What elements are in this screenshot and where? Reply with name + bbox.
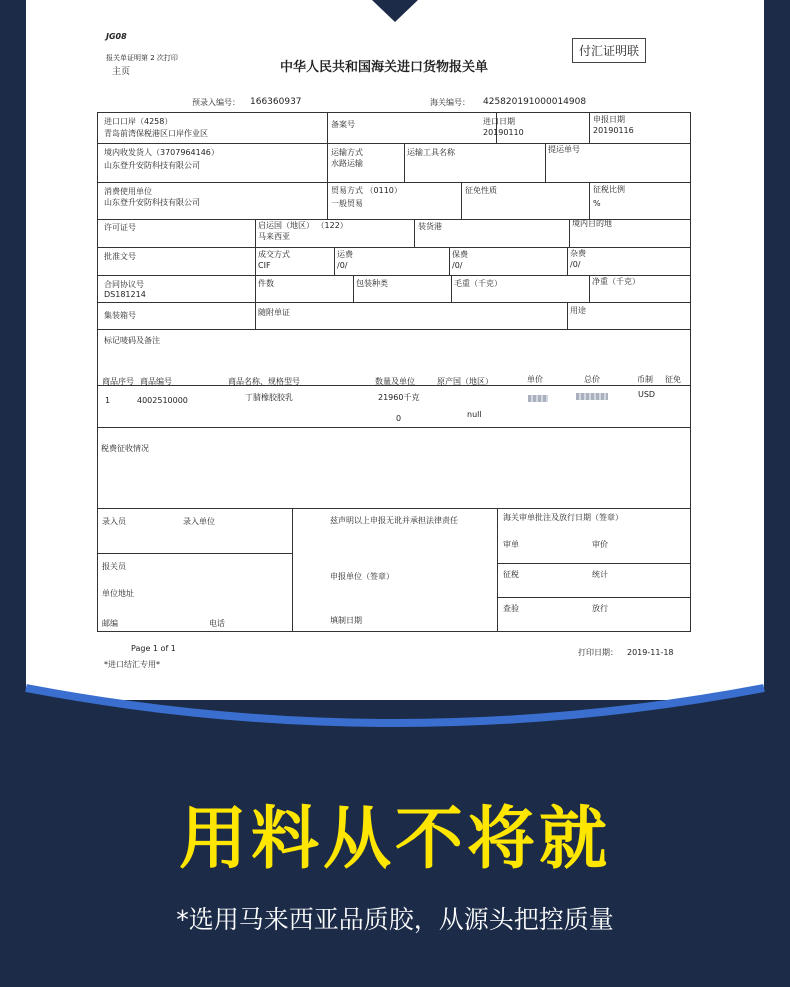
customs-approval-label: 海关审单批注及放行日期（签章） — [503, 513, 623, 522]
unit-address-label: 单位地址 — [102, 589, 134, 598]
contract-label: 合同协议号 — [104, 280, 144, 289]
tax-ratio-value: % — [593, 199, 601, 208]
trade-mode-label: 贸易方式 （0110） — [331, 186, 402, 195]
goods-total-header: 总价 — [584, 375, 600, 384]
origin-country-label: 启运国（地区） （122） — [258, 221, 348, 230]
fill-date-label: 填制日期 — [330, 616, 362, 625]
col-line — [327, 182, 328, 219]
insurance-value: /0/ — [452, 261, 463, 270]
postcode-label: 邮编 — [102, 619, 118, 628]
loading-port-label: 装货港 — [418, 222, 442, 231]
deal-mode-label: 成交方式 — [258, 250, 290, 259]
row-line — [97, 329, 691, 330]
bill-label: 提运单号 — [548, 145, 580, 154]
col-line — [292, 508, 293, 632]
goods-code-header: 商品编号 — [140, 377, 172, 386]
port-value: 青岛前湾保税港区口岸作业区 — [104, 129, 208, 138]
goods-row-name: 丁腈橡胶胶乳 — [245, 393, 293, 402]
special-note: *进口结汇专用* — [104, 660, 160, 669]
net-weight-label: 净重（千克） — [592, 277, 640, 286]
row-line — [97, 275, 691, 276]
consumer-value: 山东登升安防科技有限公司 — [104, 198, 200, 207]
row-line — [97, 143, 691, 144]
record-label: 备案号 — [331, 120, 355, 129]
customs-no-value: 425820191000014908 — [483, 97, 587, 107]
release-label: 放行 — [592, 604, 608, 613]
home-label: 主页 — [112, 67, 131, 77]
freight-label: 运费 — [337, 250, 353, 259]
goods-row-code: 4002510000 — [137, 396, 188, 405]
col-line — [334, 247, 335, 275]
row-line — [497, 597, 691, 598]
redacted-total-price — [576, 393, 608, 400]
import-date-value: 20190110 — [483, 128, 524, 137]
entry-clerk-label: 录入员 — [102, 517, 126, 526]
misc-value: /0/ — [570, 260, 581, 269]
pre-entry-label: 预录入编号： — [192, 98, 240, 107]
consumer-label: 消费使用单位 — [104, 187, 152, 196]
tax-ratio-label: 征税比例 — [593, 185, 625, 194]
col-line — [569, 219, 570, 247]
payment-proof-stamp: 付汇证明联 — [572, 38, 646, 63]
inspect-label: 查验 — [503, 604, 519, 613]
goods-row-currency: USD — [638, 390, 656, 399]
col-line — [589, 182, 590, 219]
col-line — [497, 508, 498, 632]
headline: 用料从不将就 — [178, 800, 611, 879]
entry-unit-label: 录入单位 — [183, 517, 215, 526]
col-line — [567, 302, 568, 329]
row-line — [97, 508, 691, 509]
page-info: Page 1 of 1 — [131, 644, 176, 653]
col-line — [451, 275, 452, 302]
declaration-statement: 兹声明以上申报无讹并承担法律责任 — [330, 516, 458, 525]
gross-weight-label: 毛重（千克） — [454, 279, 502, 288]
goods-levy-header: 征免 — [665, 375, 681, 384]
pre-entry-value: 166360937 — [250, 97, 302, 107]
col-line — [255, 302, 256, 329]
exemption-label: 征免性质 — [465, 186, 497, 195]
form-title: 中华人民共和国海关进口货物报关单 — [280, 60, 489, 75]
docs-label: 随附单证 — [258, 308, 290, 317]
insurance-label: 保费 — [452, 250, 468, 259]
col-line — [449, 247, 450, 275]
package-label: 包装种类 — [356, 279, 388, 288]
col-line — [404, 143, 405, 182]
pieces-label: 件数 — [258, 279, 274, 288]
marks-label: 标记唛码及备注 — [104, 336, 160, 345]
declare-date-value: 20190116 — [593, 126, 634, 135]
row-line — [97, 302, 691, 303]
row-line — [97, 247, 691, 248]
col-line — [327, 112, 328, 143]
goods-origin-header: 原产国（地区） — [437, 377, 493, 386]
print-date-value: 2019-11-18 — [627, 648, 674, 657]
goods-qty-header: 数量及单位 — [375, 377, 415, 386]
row-line — [97, 427, 691, 428]
customs-no-label: 海关编号： — [430, 98, 470, 107]
import-date-label: 进口日期 — [483, 117, 515, 126]
goods-seq-header: 商品序号 — [102, 377, 134, 386]
col-line — [589, 112, 590, 143]
container-label: 集装箱号 — [104, 311, 136, 320]
freight-value: /0/ — [337, 261, 348, 270]
col-line — [255, 247, 256, 275]
goods-row-origin: null — [467, 410, 482, 419]
row-line — [97, 553, 292, 554]
declare-date-label: 申报日期 — [593, 115, 625, 124]
trade-mode-value: 一般贸易 — [331, 199, 363, 208]
goods-row-qty-2: 0 — [396, 414, 402, 423]
col-line — [255, 219, 256, 247]
tax-label: 税费征收情况 — [101, 444, 149, 453]
row-line — [497, 563, 691, 564]
col-line — [327, 143, 328, 182]
consignee-label: 境内收发货人（3707964146） — [104, 148, 219, 157]
misc-label: 杂费 — [570, 249, 586, 258]
statistics-label: 统计 — [592, 570, 608, 579]
col-line — [353, 275, 354, 302]
subheadline: *选用马来西亚品质胶，从源头把控质量 — [176, 905, 614, 934]
redacted-unit-price — [528, 395, 548, 402]
goods-currency-header: 币制 — [637, 375, 653, 384]
print-date-label: 打印日期： — [578, 648, 618, 657]
copy-note: 报关单证明第 2 次打印 — [106, 54, 178, 62]
declarer-label: 报关员 — [102, 562, 126, 571]
contract-value: DS181214 — [104, 290, 146, 299]
port-label: 进口口岸（4258） — [104, 117, 173, 126]
goods-price-header: 单价 — [527, 375, 543, 384]
consignee-value: 山东登升安防科技有限公司 — [104, 161, 200, 170]
deal-mode-value: CIF — [258, 261, 271, 270]
price-check-label: 审价 — [592, 540, 608, 549]
col-line — [461, 182, 462, 219]
tax-collect-label: 征税 — [503, 570, 519, 579]
license-label: 许可证号 — [104, 223, 136, 232]
col-line — [414, 219, 415, 247]
phone-label: 电话 — [209, 619, 225, 628]
transport-tool-label: 运输工具名称 — [407, 148, 455, 157]
col-line — [545, 143, 546, 182]
goods-row-seq: 1 — [105, 396, 111, 405]
col-line — [589, 275, 590, 302]
usage-label: 用途 — [570, 306, 586, 315]
row-line — [97, 182, 691, 183]
form-code: JG08 — [106, 32, 127, 41]
review-label: 审单 — [503, 540, 519, 549]
transport-mode-label: 运输方式 — [331, 148, 363, 157]
declare-unit-label: 申报单位（签章） — [330, 572, 394, 581]
col-line — [567, 247, 568, 275]
transport-mode-value: 水路运输 — [331, 159, 363, 168]
col-line — [255, 275, 256, 302]
goods-row-qty: 21960千克 — [378, 393, 420, 402]
domestic-dest-label: 境内目的地 — [572, 219, 612, 228]
goods-name-header: 商品名称、规格型号 — [228, 377, 300, 386]
approval-label: 批准文号 — [104, 252, 136, 261]
origin-country-value: 马来西亚 — [258, 232, 290, 241]
